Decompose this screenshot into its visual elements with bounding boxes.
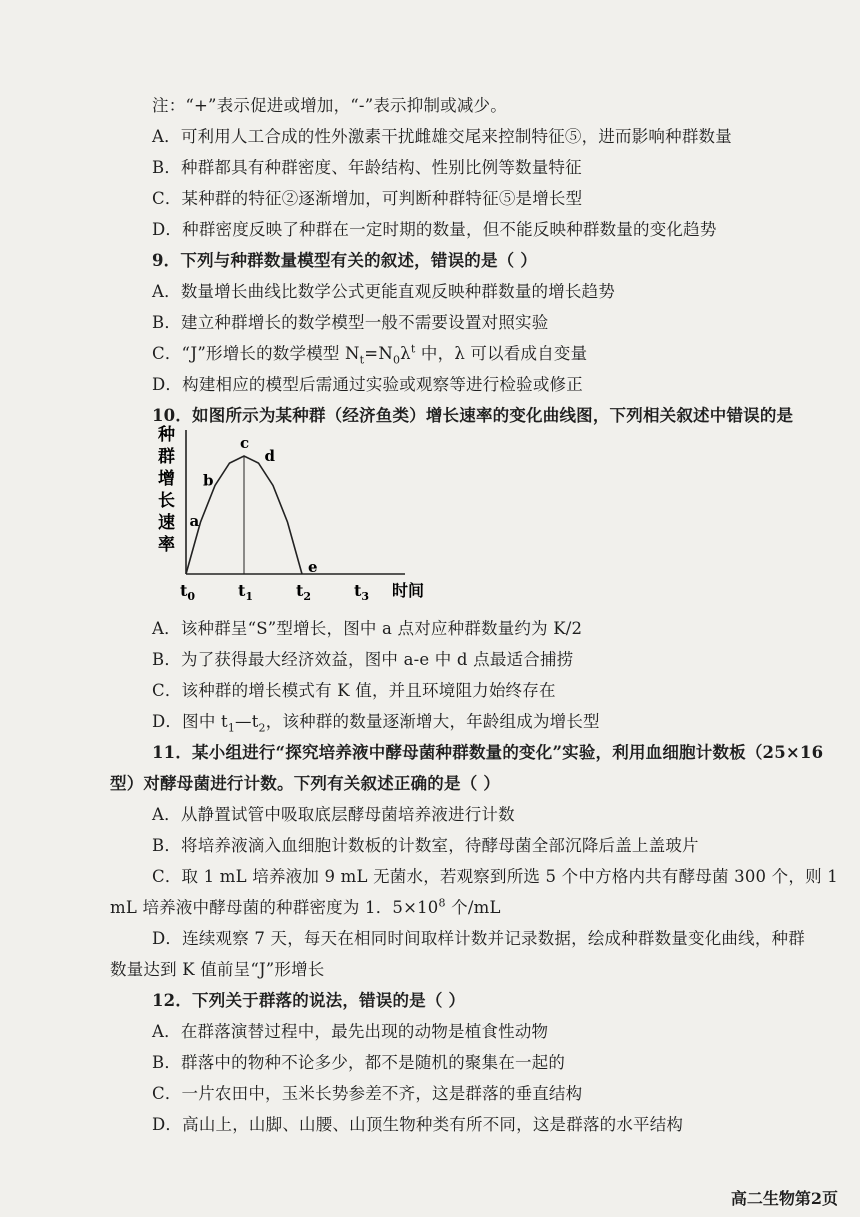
- y-label-char: 种: [158, 425, 175, 445]
- q10-option-d: D．图中 $t_1—t_2$，该种群的数量逐渐增大，年龄组成为增长型: [152, 712, 600, 735]
- y-label-char: 长: [158, 491, 175, 511]
- q10-option-b: B．为了获得最大经济效益，图中 a-e 中 d 点最适合捕捞: [152, 650, 574, 669]
- x-tick-t3: $t_3$: [354, 581, 370, 603]
- point-label-a: a: [189, 512, 200, 531]
- q11-option-b: B．将培养液滴入血细胞计数板的计数室，待酵母菌全部沉降后盖上盖玻片: [152, 836, 699, 855]
- y-axis-label: [157, 425, 175, 555]
- q8-option-c: C．某种群的特征②逐渐增加，可判断种群特征⑤是增长型: [152, 189, 583, 208]
- q9-option-c: C．“J”形增长的数学模型 $N_t=N_0\lambda^t$ 中，λ 可以看成自变量: [152, 342, 588, 367]
- q8-option-d: D．种群密度反映了种群在一定时期的数量，但不能反映种群数量的变化趋势: [152, 220, 717, 239]
- q11-stem-line1: 11．某小组进行“探究培养液中酵母菌种群数量的变化”实验，利用血细胞计数板（25×16: [152, 743, 824, 762]
- q11-option-a: A．从静置试管中吸取底层酵母菌培养液进行计数: [152, 805, 515, 824]
- x-tick-t2: $t_2$: [296, 581, 312, 603]
- q11-option-d-line1: D．连续观察 7 天，每天在相同时间取样计数并记录数据，绘成种群数量变化曲线，种群: [152, 929, 805, 948]
- x-tick-t1: $t_1$: [238, 581, 254, 603]
- q10-option-c: C．该种群的增长模式有 K 值，并且环境阻力始终存在: [152, 681, 556, 700]
- point-label-b: b: [203, 471, 214, 490]
- x-tick-t0: $t_0$: [180, 581, 196, 603]
- q12-option-c: C．一片农田中，玉米长势参差不齐，这是群落的垂直结构: [152, 1084, 583, 1103]
- q9-stem: 9．下列与种群数量模型有关的叙述，错误的是（ ）: [152, 251, 538, 270]
- page-footer: 高二生物第2页: [730, 1189, 838, 1208]
- y-label-char: 率: [158, 535, 175, 555]
- y-label-char: 群: [158, 447, 175, 467]
- q12-option-d: D．高山上，山脚、山腰、山顶生物种类有所不同，这是群落的水平结构: [152, 1115, 684, 1134]
- q10-option-a: A．该种群呈“S”型增长，图中 a 点对应种群数量约为 K/2: [152, 619, 583, 638]
- q12-option-b: B．群落中的物种不论多少，都不是随机的聚集在一起的: [152, 1053, 566, 1072]
- q10-stem: 10．如图所示为某种群（经济鱼类）增长速率的变化曲线图，下列相关叙述中错误的是: [152, 406, 794, 425]
- point-label-c: c: [240, 434, 250, 452]
- y-label-char: 速: [158, 513, 175, 533]
- growth-rate-chart: [150, 422, 440, 612]
- q8-note: 注：“+”表示促进或增加，“-”表示抑制或减少。: [152, 96, 507, 115]
- q9-option-d: D．构建相应的模型后需通过实验或观察等进行检验或修正: [152, 375, 583, 394]
- point-label-d: d: [264, 447, 275, 466]
- x-axis-label: 时间: [392, 581, 425, 600]
- q9-option-a: A．数量增长曲线比数学公式更能直观反映种群数量的增长趋势: [152, 282, 616, 301]
- y-label-char: 增: [158, 469, 175, 489]
- q11-option-d-line2: 数量达到 K 值前呈“J”形增长: [110, 960, 325, 979]
- q12-stem: 12．下列关于群落的说法，错误的是（ ）: [152, 991, 466, 1010]
- q8-option-a: A．可利用人工合成的性外激素干扰雌雄交尾来控制特征⑤，进而影响种群数量: [152, 127, 732, 146]
- q9-option-b: B．建立种群增长的数学模型一般不需要设置对照实验: [152, 313, 549, 332]
- q11-option-c-line2: mL 培养液中酵母菌的种群密度为 1．$5\times 10^8$ 个/mL: [110, 896, 501, 917]
- q8-option-b: B．种群都具有种群密度、年龄结构、性别比例等数量特征: [152, 158, 582, 177]
- q11-stem-line2: 型）对酵母菌进行计数。下列有关叙述正确的是（ ）: [110, 774, 501, 793]
- q12-option-a: A．在群落演替过程中，最先出现的动物是植食性动物: [152, 1022, 549, 1041]
- point-label-e: e: [308, 558, 318, 576]
- q11-option-c-line1: C．取 1 mL 培养液加 9 mL 无菌水，若观察到所选 5 个中方格内共有酵母菌 300 个，则 1: [152, 867, 838, 886]
